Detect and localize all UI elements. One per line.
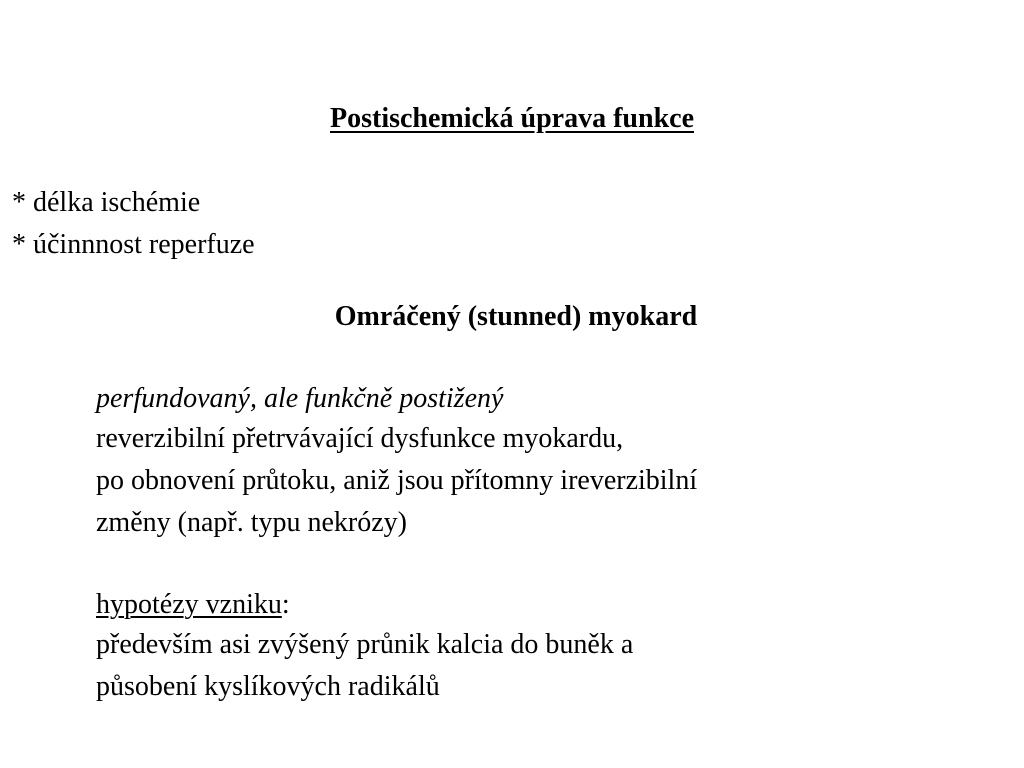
bullet-reperfusion-efficiency: * účinnnost reperfuze [12, 229, 255, 260]
bullet-ischemia-duration: * délka ischémie [12, 187, 201, 218]
definition-line-1: reverzibilní přetrvávající dysfunkce myokardu, [96, 423, 624, 454]
definition-italic-line: perfundovaný, ale funkčně postižený [96, 383, 504, 414]
hypotheses-line-1: především asi zvýšený průnik kalcia do buněk a [96, 629, 634, 660]
slide-title-text: Postischemická úprava funkce [330, 103, 694, 134]
hypotheses-label: hypotézy vzniku [96, 589, 282, 620]
hypotheses-colon: : [281, 589, 290, 620]
hypotheses-line-2: působení kyslíkových radikálů [96, 671, 440, 702]
definition-line-2: po obnovení průtoku, aniž jsou přítomny ireverzibilní [96, 465, 698, 496]
definition-line-3: změny (např. typu nekrózy) [96, 507, 407, 538]
slide-title [0, 102, 1024, 136]
section-subtitle: Omráčený (stunned) myokard [334, 301, 698, 332]
hypotheses-heading [96, 588, 290, 622]
